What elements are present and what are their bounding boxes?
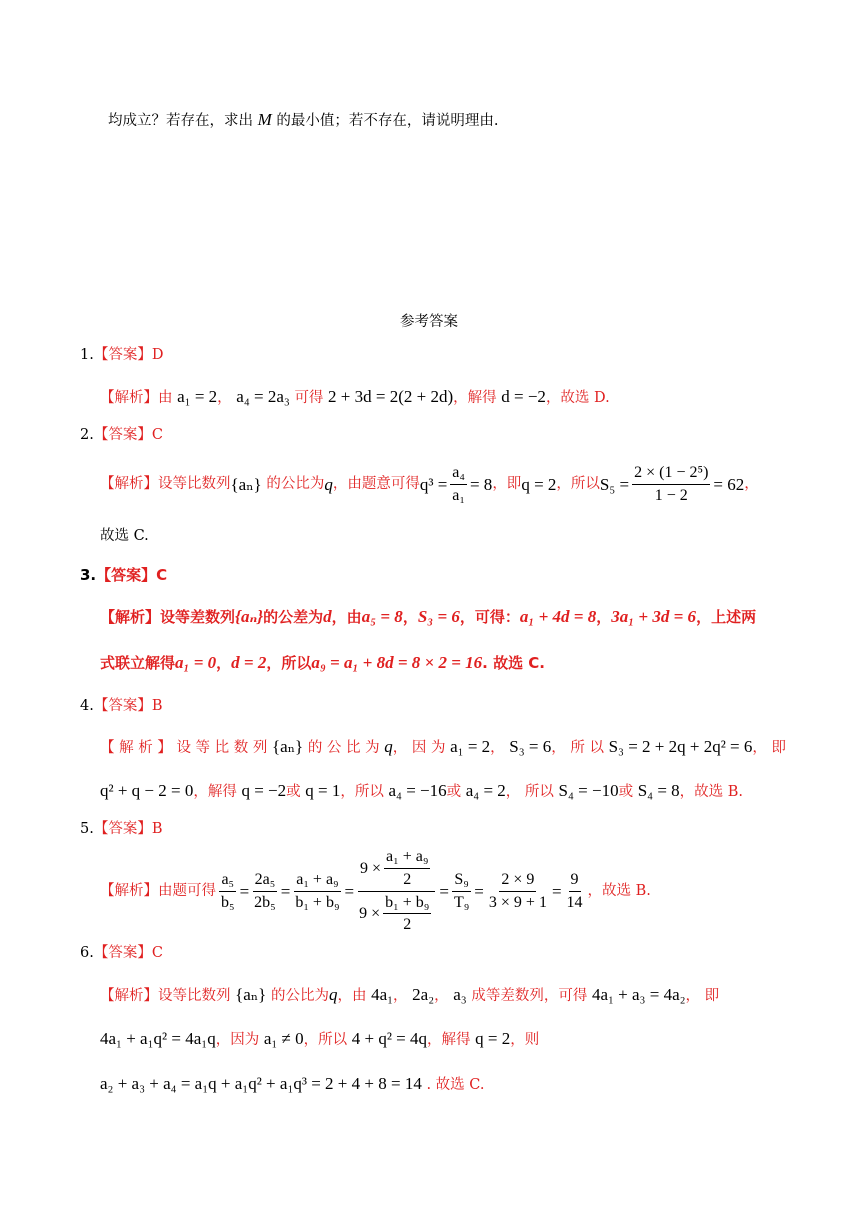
answer-6-number: 6. (80, 945, 94, 961)
text: ， (217, 390, 232, 406)
text: 或 (446, 784, 462, 800)
intro-text-2: 的最小值；若不存在，请说明理由. (276, 113, 499, 129)
answer-1-header (80, 348, 163, 363)
answer-5-analysis (100, 846, 651, 936)
text: 设等比数列 (158, 988, 231, 1004)
fraction-numerator: 2 × (1 − 2⁵) (632, 464, 710, 485)
fraction-numerator: 9 (569, 871, 581, 892)
math-expr: {aₙ} (271, 737, 304, 756)
answer-2-header (80, 428, 163, 443)
math-expr: q = 1 (305, 781, 341, 800)
answer-3-analysis-line-2 (100, 654, 545, 671)
text: ，所以 (556, 475, 600, 492)
fraction-numerator: a₅ (219, 871, 236, 892)
intro-text-1: 均成立？若存在，求出 (108, 113, 253, 129)
math-var: q (328, 985, 338, 1004)
text: ， (434, 988, 449, 1004)
fraction (293, 871, 341, 911)
text: ，解得 (427, 1032, 471, 1048)
math-expr: S₄ = −10 (558, 781, 619, 800)
answer-5-number: 5. (80, 821, 94, 837)
math-expr: a₉ = a₁ + 8d = 8 × 2 = 16 (311, 653, 483, 672)
answer-6-analysis-line-3 (100, 1075, 484, 1093)
answer-4-number: 4. (80, 698, 94, 714)
math-expr: S₃ = 2 + 2q + 2q² = 6 (608, 737, 753, 756)
math-expr: S₃ = 6 (417, 607, 460, 626)
math-expr: {aₙ} (235, 985, 267, 1004)
answer-1-number: 1. (80, 347, 94, 363)
text: ，故选 B. (679, 784, 744, 800)
text: ， 即 (685, 988, 720, 1004)
math-expr: {aₙ} (230, 474, 262, 494)
text: ，所以 (340, 784, 384, 800)
text: ，上述两 (696, 608, 757, 626)
fraction-denominator: b₅ (221, 893, 235, 911)
answer-2-number: 2. (80, 427, 94, 443)
answer-2-analysis (100, 464, 759, 504)
fraction (452, 871, 471, 911)
math-expr: = 62 (713, 474, 745, 494)
analysis-tag: 【解析】 (100, 608, 161, 626)
text: 由 (158, 390, 173, 406)
text: 设 等 比 数 列 (176, 740, 268, 756)
text: ， (490, 740, 505, 756)
answer-6-header (80, 946, 163, 961)
text: ，由题意可得 (332, 475, 420, 492)
fraction (383, 894, 431, 934)
answer-3-analysis-line-1 (100, 608, 756, 625)
text: ， (596, 608, 612, 626)
fraction-numerator: a₁ + a₉ (384, 848, 430, 869)
fraction (219, 871, 237, 911)
equals-sign: = (344, 881, 355, 901)
fraction (632, 464, 710, 504)
fraction-numerator: b₁ + b₉ (383, 894, 431, 915)
math-expr: 4a₁ + a₃ = 4a₂ (591, 985, 686, 1004)
math-expr: S₄ = 8 (637, 781, 680, 800)
answer-1-tag: 【答案】 (93, 347, 152, 363)
fraction-denominator: 3 × 9 + 1 (488, 893, 547, 911)
text: ，故选 B. (587, 882, 651, 899)
text: 可得 (294, 390, 324, 406)
math-var: d (323, 607, 332, 626)
analysis-tag: 【 解 析 】 (100, 740, 172, 756)
math-var: q (384, 737, 393, 756)
text: ， 所 以 (551, 740, 604, 756)
text: ，即 (492, 475, 522, 492)
equals-sign: = (239, 881, 250, 901)
answer-2-conclusion: 故选 C. (100, 528, 149, 544)
equals-sign: = (474, 881, 484, 901)
text: ， 因 为 (392, 740, 446, 756)
answer-6-analysis-line-2 (100, 1030, 539, 1048)
text: 的 公 比 为 (307, 740, 380, 756)
text: ，可得： (459, 608, 520, 626)
math-expr: 2 + 3d = 2(2 + 2d) (328, 387, 454, 406)
text: ， (744, 475, 759, 492)
answer-6-letter: C (151, 945, 163, 961)
text: ， (402, 608, 418, 626)
answer-1-analysis (100, 388, 610, 406)
answer-6-analysis-line-1 (100, 986, 719, 1004)
math-expr: a₁ = 2 (450, 737, 491, 756)
text: 9 × (360, 859, 382, 877)
math-expr: = 8 (469, 474, 493, 494)
fraction (384, 848, 430, 888)
math-expr: 4a₁ (371, 985, 394, 1004)
answer-5-letter: B (151, 821, 163, 837)
answer-3-header (80, 568, 167, 583)
compound-numerator (358, 848, 435, 891)
equals-sign: = (439, 881, 449, 901)
math-expr: q = 2 (475, 1029, 511, 1048)
text: ，由 (331, 608, 362, 626)
text: ，由 (337, 988, 367, 1004)
text: ，则 (510, 1032, 540, 1048)
text: ，解得 (453, 390, 497, 406)
math-expr: a₄ = −16 (388, 781, 447, 800)
text: 的公比为 (270, 988, 329, 1004)
answer-5-header (80, 822, 163, 837)
math-expr: d = −2 (501, 387, 546, 406)
math-expr: q³ = (419, 474, 448, 494)
fraction-denominator: 2 (403, 916, 412, 934)
math-expr: a₄ = 2a₃ (236, 387, 290, 406)
fraction (487, 871, 549, 911)
text: 的公比为 (266, 475, 325, 492)
analysis-tag: 【解析】 (100, 390, 158, 406)
math-expr: a₄ = 2 (465, 781, 506, 800)
math-expr: S₅ = (599, 474, 630, 494)
analysis-tag: 【解析】 (100, 882, 158, 899)
fraction-denominator: 1 − 2 (654, 486, 688, 504)
intro-line (108, 111, 499, 129)
math-expr: 4 + q² = 4q (351, 1029, 428, 1048)
math-expr: a₅ = 8 (361, 607, 403, 626)
fraction-numerator: S₉ (452, 871, 470, 892)
answer-4-letter: B (151, 698, 163, 714)
fraction (252, 871, 278, 911)
math-var: q (324, 474, 333, 494)
math-expr: 4a₁ + a₁q² = 4a₁q (100, 1029, 216, 1048)
compound-fraction (357, 848, 436, 933)
fraction-denominator: 14 (566, 893, 583, 911)
answer-3-tag: 【答案】 (96, 566, 157, 584)
fraction-numerator: 2 × 9 (499, 871, 536, 892)
fraction-numerator: 2a₅ (253, 871, 278, 892)
fraction-denominator: T₉ (453, 893, 470, 911)
text: 或 (618, 784, 634, 800)
text: 9 × (359, 904, 381, 922)
answer-4-header (80, 699, 163, 714)
math-expr: a₃ (453, 985, 467, 1004)
text: 或 (286, 784, 301, 800)
text: ，解得 (193, 784, 237, 800)
answer-4-tag: 【答案】 (93, 698, 152, 714)
fraction-denominator: 2b₅ (254, 893, 276, 911)
text: . 故选 C. (426, 1077, 485, 1093)
answer-3-letter: C (156, 566, 168, 584)
math-expr: a₁ = 0 (175, 653, 217, 672)
compound-denominator (357, 892, 436, 934)
text: ，所以 (266, 654, 312, 672)
answer-2-letter: C (151, 427, 163, 443)
text: . 故选 C. (482, 654, 546, 672)
text: 的公差为 (263, 608, 324, 626)
math-expr: d = 2 (231, 653, 267, 672)
math-expr: q = −2 (241, 781, 287, 800)
answer-6-tag: 【答案】 (93, 945, 152, 961)
fraction (565, 871, 585, 911)
math-expr: q² + q − 2 = 0 (100, 781, 194, 800)
math-expr: a₁ = 2 (177, 387, 218, 406)
text: ， (216, 654, 232, 672)
math-expr: a₁ + 4d = 8 (519, 607, 597, 626)
math-expr: 3a₁ + 3d = 6 (611, 607, 697, 626)
fraction-numerator: a₁ + a₉ (294, 871, 340, 892)
answer-5-tag: 【答案】 (93, 821, 152, 837)
answer-4-analysis-line-1 (100, 738, 786, 756)
intro-var-m: M (257, 110, 272, 129)
analysis-tag: 【解析】 (100, 988, 158, 1004)
answers-heading: 参考答案 (400, 314, 458, 330)
answer-2-tag: 【答案】 (93, 427, 152, 443)
text: ，故选 D. (545, 390, 610, 406)
text: 由题可得 (158, 882, 216, 899)
math-expr: {aₙ} (235, 607, 264, 626)
fraction (450, 464, 467, 504)
text: ，所以 (303, 1032, 348, 1048)
equals-sign: = (551, 881, 562, 901)
text: 式联立解得 (100, 654, 176, 672)
text: ， 所以 (505, 784, 554, 800)
text: 设等差数列 (160, 608, 236, 626)
text: 设等比数列 (158, 475, 231, 492)
fraction-numerator: a₄ (450, 464, 467, 485)
math-expr: S₃ = 6 (509, 737, 552, 756)
fraction-denominator: b₁ + b₉ (295, 893, 340, 911)
text: ，因为 (215, 1032, 260, 1048)
math-expr: 2a₂ (412, 985, 435, 1004)
math-expr: a₂ + a₃ + a₄ = a₁q + a₁q² + a₁q³ = 2 + 4 + 8 = 14 (100, 1074, 422, 1093)
text: ， 即 (752, 740, 786, 756)
math-expr: q = 2 (521, 474, 557, 494)
equals-sign: = (280, 881, 291, 901)
answer-3-number: 3. (80, 566, 97, 584)
answer-4-analysis-line-2 (100, 782, 743, 800)
fraction-denominator: a₁ (452, 486, 465, 504)
text: ， (393, 988, 408, 1004)
fraction-denominator: 2 (403, 870, 412, 888)
math-expr: a₁ ≠ 0 (263, 1029, 304, 1048)
analysis-tag: 【解析】 (100, 475, 158, 492)
text: 成等差数列，可得 (471, 988, 588, 1004)
answer-1-letter: D (151, 347, 164, 363)
